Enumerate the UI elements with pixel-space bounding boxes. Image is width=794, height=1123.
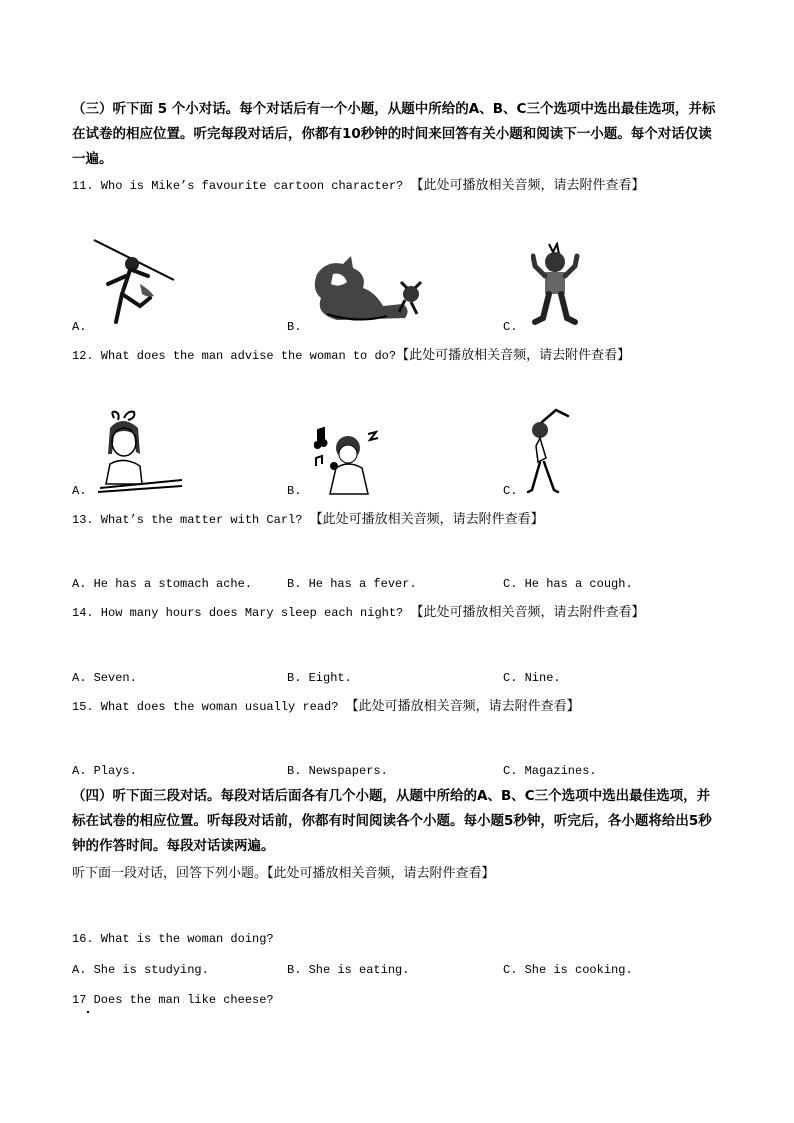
- q13-option-c[interactable]: C. He has a cough.: [503, 577, 633, 591]
- question-13: [72, 510, 544, 530]
- q11-option-a[interactable]: A.: [72, 320, 87, 334]
- cat-and-mouse-picture: [307, 254, 425, 324]
- question-12: [72, 346, 630, 366]
- question-13-text: 13. What’s the matter with Carl?: [72, 513, 303, 527]
- audio-note-14[interactable]: 【此处可播放相关音频，请去附件查看】: [410, 605, 645, 620]
- question-16: 16. What is the woman doing?: [72, 932, 274, 946]
- question-12-text: 12. What does the man advise the woman to do?: [72, 349, 397, 363]
- q12-option-b[interactable]: B.: [287, 484, 302, 498]
- q13-option-b[interactable]: B. He has a fever.: [287, 577, 417, 591]
- q15-option-a[interactable]: A. Plays.: [72, 764, 137, 778]
- q14-option-a[interactable]: A. Seven.: [72, 671, 137, 685]
- q16-option-a[interactable]: A. She is studying.: [72, 963, 209, 977]
- robot-boy-picture: [531, 242, 581, 326]
- question-15-text: 15. What does the woman usually read?: [72, 700, 339, 714]
- audio-note-13[interactable]: 【此处可播放相关音频，请去附件查看】: [309, 512, 544, 527]
- stray-dot: [87, 1011, 89, 1013]
- q11-option-b[interactable]: B.: [287, 320, 302, 334]
- girl-writing-picture: [96, 408, 186, 494]
- girl-exercising-picture: [526, 406, 576, 496]
- section-4-intro: 听下面一段对话，回答下列小题。【此处可播放相关音频，请去附件查看】: [72, 866, 495, 881]
- q14-option-c[interactable]: C. Nine.: [503, 671, 561, 685]
- q11-option-c[interactable]: C.: [503, 320, 518, 334]
- q12-option-c[interactable]: C.: [503, 484, 518, 498]
- audio-note-11[interactable]: 【此处可播放相关音频，请去附件查看】: [410, 178, 645, 193]
- q16-option-c[interactable]: C. She is cooking.: [503, 963, 633, 977]
- question-14: [72, 603, 644, 623]
- question-14-text: 14. How many hours does Mary sleep each night?: [72, 606, 404, 620]
- q14-option-b[interactable]: B. Eight.: [287, 671, 352, 685]
- question-17: 17 Does the man like cheese?: [72, 993, 274, 1007]
- question-15: [72, 697, 580, 717]
- audio-note-15[interactable]: 【此处可播放相关音频，请去附件查看】: [345, 699, 580, 714]
- question-11-text: 11. Who is Mike’s favourite cartoon character?: [72, 179, 404, 193]
- section-4-heading: （四）听下面三段对话。每段对话后面各有几个小题，从题中所给的A、B、C三个选项中选出最佳选项，并标在试卷的相应位置。听每段对话前，你都有时间阅读各个小题。每小题5秒钟，听完后，各小题将给出5秒钟的作答时间。每段对话读两遍。: [72, 788, 712, 854]
- audio-note-12[interactable]: 【此处可播放相关音频，请去附件查看】: [396, 348, 631, 363]
- section-3-heading: （三）听下面 5 个小对话。每个对话后有一个小题，从题中所给的A、B、C三个选项中选出最佳选项，并标在试卷的相应位置。听完每段对话后，你都有10秒钟的时间来回答有关小题和阅读下一小题。每个对话仅读一遍。: [72, 101, 716, 167]
- question-11: [72, 176, 644, 196]
- q16-option-b[interactable]: B. She is eating.: [287, 963, 410, 977]
- girl-listening-music-picture: [314, 424, 382, 496]
- q15-option-b[interactable]: B. Newspapers.: [287, 764, 388, 778]
- ninja-figure-picture: [92, 236, 177, 328]
- q15-option-c[interactable]: C. Magazines.: [503, 764, 597, 778]
- q12-option-a[interactable]: A.: [72, 484, 87, 498]
- q13-option-a[interactable]: A. He has a stomach ache.: [72, 577, 253, 591]
